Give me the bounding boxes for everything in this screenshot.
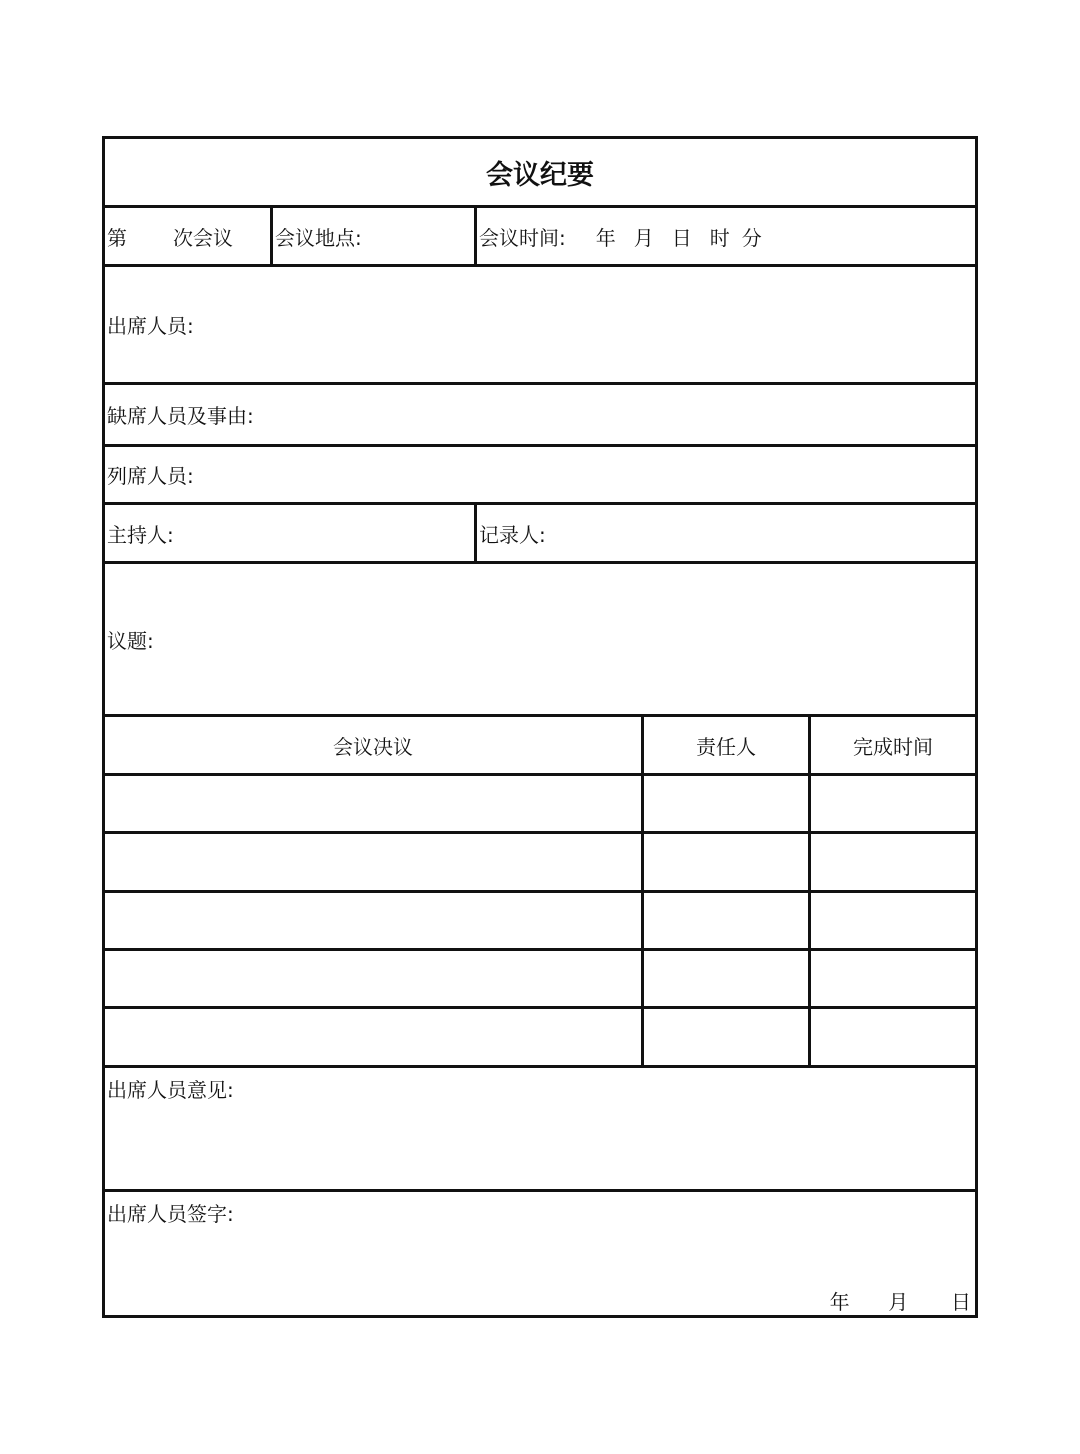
header-completion-time: 完成时间 [853, 734, 933, 759]
table-row [105, 834, 975, 893]
absentees-cell[interactable] [105, 385, 975, 444]
header-resolution: 会议决议 [105, 717, 644, 773]
opinions-cell[interactable] [105, 1068, 975, 1189]
resolution-cell[interactable] [105, 834, 644, 890]
opinions-label: 出席人员意见: [107, 1078, 234, 1102]
date-day-unit: 日 [951, 1290, 971, 1314]
meeting-number-prefix: 第 [107, 225, 127, 250]
resolution-cell[interactable] [105, 893, 644, 948]
resolutions-header-row [105, 717, 975, 776]
time-hour-unit: 时 [709, 225, 730, 250]
responsible-cell[interactable] [644, 776, 811, 831]
topic-cell[interactable] [105, 564, 975, 714]
topic-row [105, 564, 975, 717]
date-year-unit: 年 [829, 1290, 850, 1314]
resolution-cell[interactable] [105, 1009, 644, 1065]
responsible-cell[interactable] [644, 893, 811, 948]
time-year-unit: 年 [595, 225, 616, 250]
table-row [105, 1009, 975, 1068]
time-day-unit: 日 [671, 225, 692, 250]
recorder-label: 记录人: [479, 522, 546, 547]
table-row [105, 951, 975, 1009]
attendees-cell[interactable] [105, 267, 975, 382]
date-month-unit: 月 [888, 1290, 909, 1314]
nonvoting-row [105, 447, 975, 505]
opinions-row [105, 1068, 975, 1192]
responsible-cell[interactable] [644, 1009, 811, 1065]
signature-label: 出席人员签字: [107, 1202, 234, 1226]
meeting-time-label: 会议时间: [479, 225, 566, 250]
host-recorder-row [105, 505, 975, 564]
time-minute-unit: 分 [741, 225, 762, 250]
meeting-info-row [105, 208, 975, 267]
completion-cell[interactable] [811, 776, 975, 831]
attendees-row [105, 267, 975, 385]
absentees-label: 缺席人员及事由: [107, 404, 254, 428]
signature-row [105, 1192, 975, 1315]
completion-cell[interactable] [811, 951, 975, 1006]
meeting-time-cell[interactable] [477, 208, 975, 264]
meeting-minutes-form [102, 136, 978, 1318]
responsible-cell[interactable] [644, 834, 811, 890]
host-cell[interactable] [105, 505, 477, 561]
topic-label: 议题: [107, 628, 154, 653]
title-row [105, 139, 975, 208]
completion-cell[interactable] [811, 893, 975, 948]
absentees-row [105, 385, 975, 447]
time-month-unit: 月 [633, 225, 654, 250]
completion-cell[interactable] [811, 1009, 975, 1065]
signature-date [830, 1286, 971, 1315]
table-row [105, 893, 975, 951]
resolution-cell[interactable] [105, 776, 644, 831]
meeting-location-label: 会议地点: [275, 225, 362, 250]
attendees-label: 出席人员: [107, 314, 194, 338]
table-row [105, 776, 975, 834]
meeting-number-suffix: 次会议 [173, 225, 233, 250]
completion-cell[interactable] [811, 834, 975, 890]
recorder-cell[interactable] [477, 505, 975, 561]
meeting-location-cell[interactable] [273, 208, 477, 264]
header-responsible-person: 责任人 [644, 717, 811, 773]
host-label: 主持人: [107, 522, 174, 547]
form-title: 会议纪要 [486, 159, 594, 191]
meeting-number-cell[interactable] [105, 208, 273, 264]
nonvoting-cell[interactable] [105, 447, 975, 502]
nonvoting-label: 列席人员: [107, 464, 194, 488]
responsible-cell[interactable] [644, 951, 811, 1006]
resolution-cell[interactable] [105, 951, 644, 1006]
